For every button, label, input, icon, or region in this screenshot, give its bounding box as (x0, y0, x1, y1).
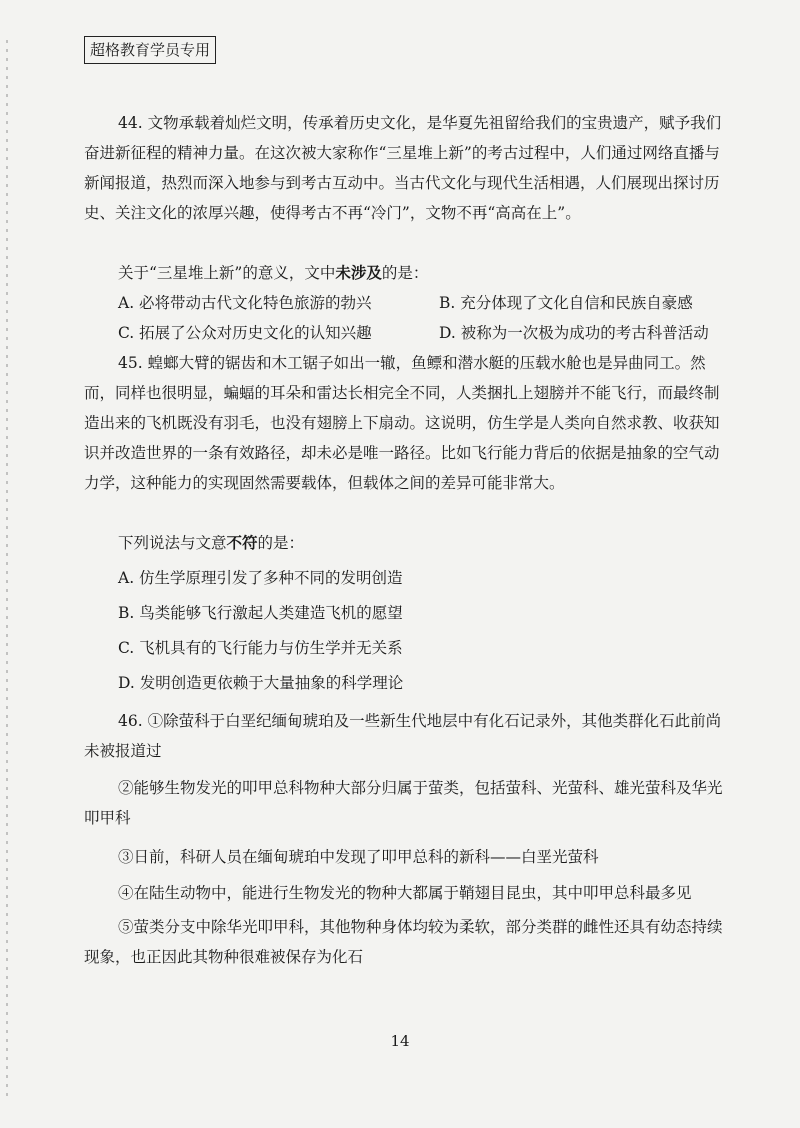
q46-sentence-5: ⑤萤类分支中除华光叩甲科，其他物种身体均较为柔软，部分类群的雌性还具有幼态持续现象，也正因此其物种很难被保存为化石 (84, 918, 723, 966)
q44-option-d: D. 被称为一次极为成功的考古科普活动 (439, 324, 709, 342)
page-number: 14 (390, 1032, 410, 1050)
header-label: 超格教育学员专用 (84, 36, 216, 64)
q46-sentence-1: 46. ①除萤科于白垩纪缅甸琥珀及一些新生代地层中有化石记录外，其他类群化石此前尚未被报道过 (84, 712, 722, 760)
q44-passage: 44. 文物承载着灿烂文明，传承着历史文化，是华夏先祖留给我们的宝贵遗产，赋予我们奋进新征程的精神力量。在这次被大家称作“三星堆上新”的考古过程中，人们通过网络直播与新闻报道，热烈而深入地参与到考古互动中。当古代文化与现代生活相遇，人们展现出探讨历史、关注文化的浓厚兴趣，使得考古不再“冷门”，文物不再“高高在上”。 (84, 114, 722, 222)
q44-option-a: A. 必将带动古代文化特色旅游的勃兴 (118, 294, 372, 312)
q45-prompt-post: 的是： (257, 534, 305, 552)
q46-sentence-3: ③日前，科研人员在缅甸琥珀中发现了叩甲总科的新科——白垩光萤科 (118, 848, 599, 866)
q44-prompt-bold: 未涉及 (335, 263, 382, 282)
q44-prompt-pre: 关于“三星堆上新”的意义，文中 (118, 264, 336, 282)
q45-prompt-pre: 下列说法与文意 (118, 534, 227, 552)
q45-passage: 45. 蝗螂大臂的锯齿和木工锯子如出一辙，鱼鳔和潜水艇的压载水舱也是异曲同工。然而，同样也很明显，蝙蝠的耳朵和雷达长相完全不同，人类捆扎上翅膀并不能飞行，而最终制造出来的飞机既没有羽毛，也没有翅膀上下扇动。这说明，仿生学是人类向自然求教、收获知识并改造世界的一条有效路径，却未必是唯一路径。比如飞行能力背后的依据是抽象的空气动力学，这种能力的实现固然需要载体，但载体之间的差异可能非常大。 (84, 354, 720, 492)
q45-option-d: D. 发明创造更依赖于大量抽象的科学理论 (118, 674, 404, 692)
scan-edge-marks (6, 40, 8, 1100)
q45-prompt-bold: 不符 (226, 533, 258, 552)
q46-sentence-4: ④在陆生动物中，能进行生物发光的物种大都属于鞘翅目昆虫，其中叩甲总科最多见 (118, 884, 692, 902)
q44-option-b: B. 充分体现了文化自信和民族自豪感 (439, 294, 693, 312)
q44-option-c: C. 拓展了公众对历史文化的认知兴趣 (118, 324, 372, 342)
q45-prompt (84, 528, 724, 558)
q44-prompt-post: 的是： (381, 264, 429, 282)
q45-option-c: C. 飞机具有的飞行能力与仿生学并无关系 (118, 639, 403, 657)
q45-option-b: B. 鸟类能够飞行激起人类建造飞机的愿望 (118, 604, 403, 622)
q44-prompt (84, 258, 724, 288)
q46-sentence-2: ②能够生物发光的叩甲总科物种大部分归属于萤类，包括萤科、光萤科、雄光萤科及华光叩甲科 (84, 779, 723, 827)
q45-option-a: A. 仿生学原理引发了多种不同的发明创造 (118, 569, 403, 587)
